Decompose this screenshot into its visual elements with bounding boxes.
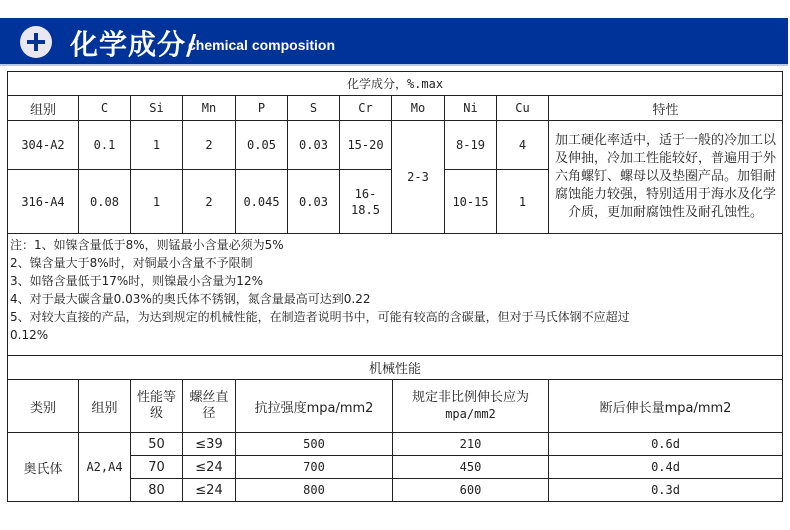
mechanical-header-row (8, 380, 783, 433)
cell-c: 0.1 (79, 121, 131, 170)
header-cr: Cr (340, 96, 392, 121)
cell-group: 304-A2 (8, 121, 79, 170)
header-s: S (288, 96, 340, 121)
cell-mo-merged: 2-3 (392, 121, 445, 234)
chemical-composition-table (7, 71, 783, 356)
note-line: 0.12% (10, 328, 49, 342)
header-mn: Mn (183, 96, 236, 121)
cell-ni: 8-19 (445, 121, 497, 170)
header-elongation: 断后伸长量mpa/mm2 (549, 380, 783, 433)
header-yield (393, 380, 549, 433)
chemical-header-row (8, 96, 783, 121)
header-tensile: 抗拉强度mpa/mm2 (236, 380, 393, 433)
banner-subtitle: chemical composition (188, 37, 336, 53)
cell-cr: 15-20 (340, 121, 392, 170)
note-line: 3、如铬含量低于17%时，则镍最小含量为12% (10, 274, 263, 288)
mechanical-properties-table (7, 355, 783, 502)
cell-elongation: 0.6d (549, 433, 783, 456)
header-si: Si (131, 96, 183, 121)
note-line: 注：1、如镍含量低于8%，则锰最小含量必须为5% (10, 238, 284, 252)
plus-circle-icon (20, 26, 52, 58)
header-cu: Cu (497, 96, 549, 121)
notes-block (8, 234, 783, 356)
cell-p: 0.045 (236, 170, 288, 234)
cell-group: 316-A4 (8, 170, 79, 234)
header-c: C (79, 96, 131, 121)
header-ni: Ni (445, 96, 497, 121)
cell-mn: 2 (183, 170, 236, 234)
header-category: 类别 (8, 380, 79, 433)
header-diameter (183, 380, 236, 433)
section-banner (0, 18, 788, 64)
cell-group: A2,A4 (79, 433, 131, 502)
cell-ni: 10-15 (445, 170, 497, 234)
cell-diameter: ≤24 (183, 456, 236, 479)
cell-category: 奥氏体 (8, 433, 79, 502)
cell-si: 1 (131, 170, 183, 234)
header-diameter-line1: 螺丝直 (189, 390, 229, 405)
cell-grade: 70 (131, 456, 183, 479)
chemical-caption: 化学成分，%.max (8, 72, 783, 96)
table-row (8, 121, 783, 170)
header-p: P (236, 96, 288, 121)
cell-grade: 80 (131, 479, 183, 502)
note-line: 2、镍含量大于8%时，对铜最小含量不予限制 (10, 256, 253, 270)
header-group: 组别 (8, 96, 79, 121)
cell-cr-line2: 18.5 (351, 202, 380, 217)
cell-cu: 4 (497, 121, 549, 170)
cell-yield: 210 (393, 433, 549, 456)
banner-divider (0, 64, 788, 66)
cell-si: 1 (131, 121, 183, 170)
cell-cr-line1: 16- (354, 186, 377, 201)
cell-elongation: 0.3d (549, 479, 783, 502)
feature-description: 加工硬化率适中，适于一般的冷加工以及伸抽，冷加工性能较好，普遍用于外六角螺钉、螺母以及垫圈产品。加钼耐腐蚀能力较强，特别适用于海水及化学介质，更加耐腐蚀性及耐孔蚀性。 (549, 121, 783, 234)
cell-cu: 1 (497, 170, 549, 234)
note-line: 5、对较大直接的产品，为达到规定的机械性能，在制造者说明书中，可能有较高的含碳量，但对于马氏体钢不应超过 (10, 310, 630, 324)
cell-mn: 2 (183, 121, 236, 170)
cell-grade: 50 (131, 433, 183, 456)
header-mo: Mo (392, 96, 445, 121)
cell-tensile: 800 (236, 479, 393, 502)
cell-p: 0.05 (236, 121, 288, 170)
table-row (8, 433, 783, 456)
cell-cr (340, 170, 392, 234)
cell-diameter: ≤39 (183, 433, 236, 456)
header-group: 组别 (79, 380, 131, 433)
header-yield-line2: mpa/mm2 (445, 407, 496, 421)
cell-tensile: 500 (236, 433, 393, 456)
cell-yield: 600 (393, 479, 549, 502)
header-grade-line1: 性能等 (136, 390, 176, 405)
mechanical-caption: 机械性能 (8, 356, 783, 380)
cell-s: 0.03 (288, 121, 340, 170)
cell-c: 0.08 (79, 170, 131, 234)
note-line: 4、对于最大碳含量0.03%的奥氏体不锈钢，氮含量最高可达到0.22 (10, 292, 371, 306)
header-yield-line1: 规定非比例伸长应为 (411, 390, 529, 405)
header-grade-line2: 级 (149, 406, 163, 421)
header-feature: 特性 (549, 96, 783, 121)
cell-elongation: 0.4d (549, 456, 783, 479)
header-grade (131, 380, 183, 433)
header-diameter-line2: 径 (202, 406, 216, 421)
banner-title: 化学成分/ (70, 28, 198, 61)
cell-s: 0.03 (288, 170, 340, 234)
cell-yield: 450 (393, 456, 549, 479)
cell-tensile: 700 (236, 456, 393, 479)
cell-diameter: ≤24 (183, 479, 236, 502)
